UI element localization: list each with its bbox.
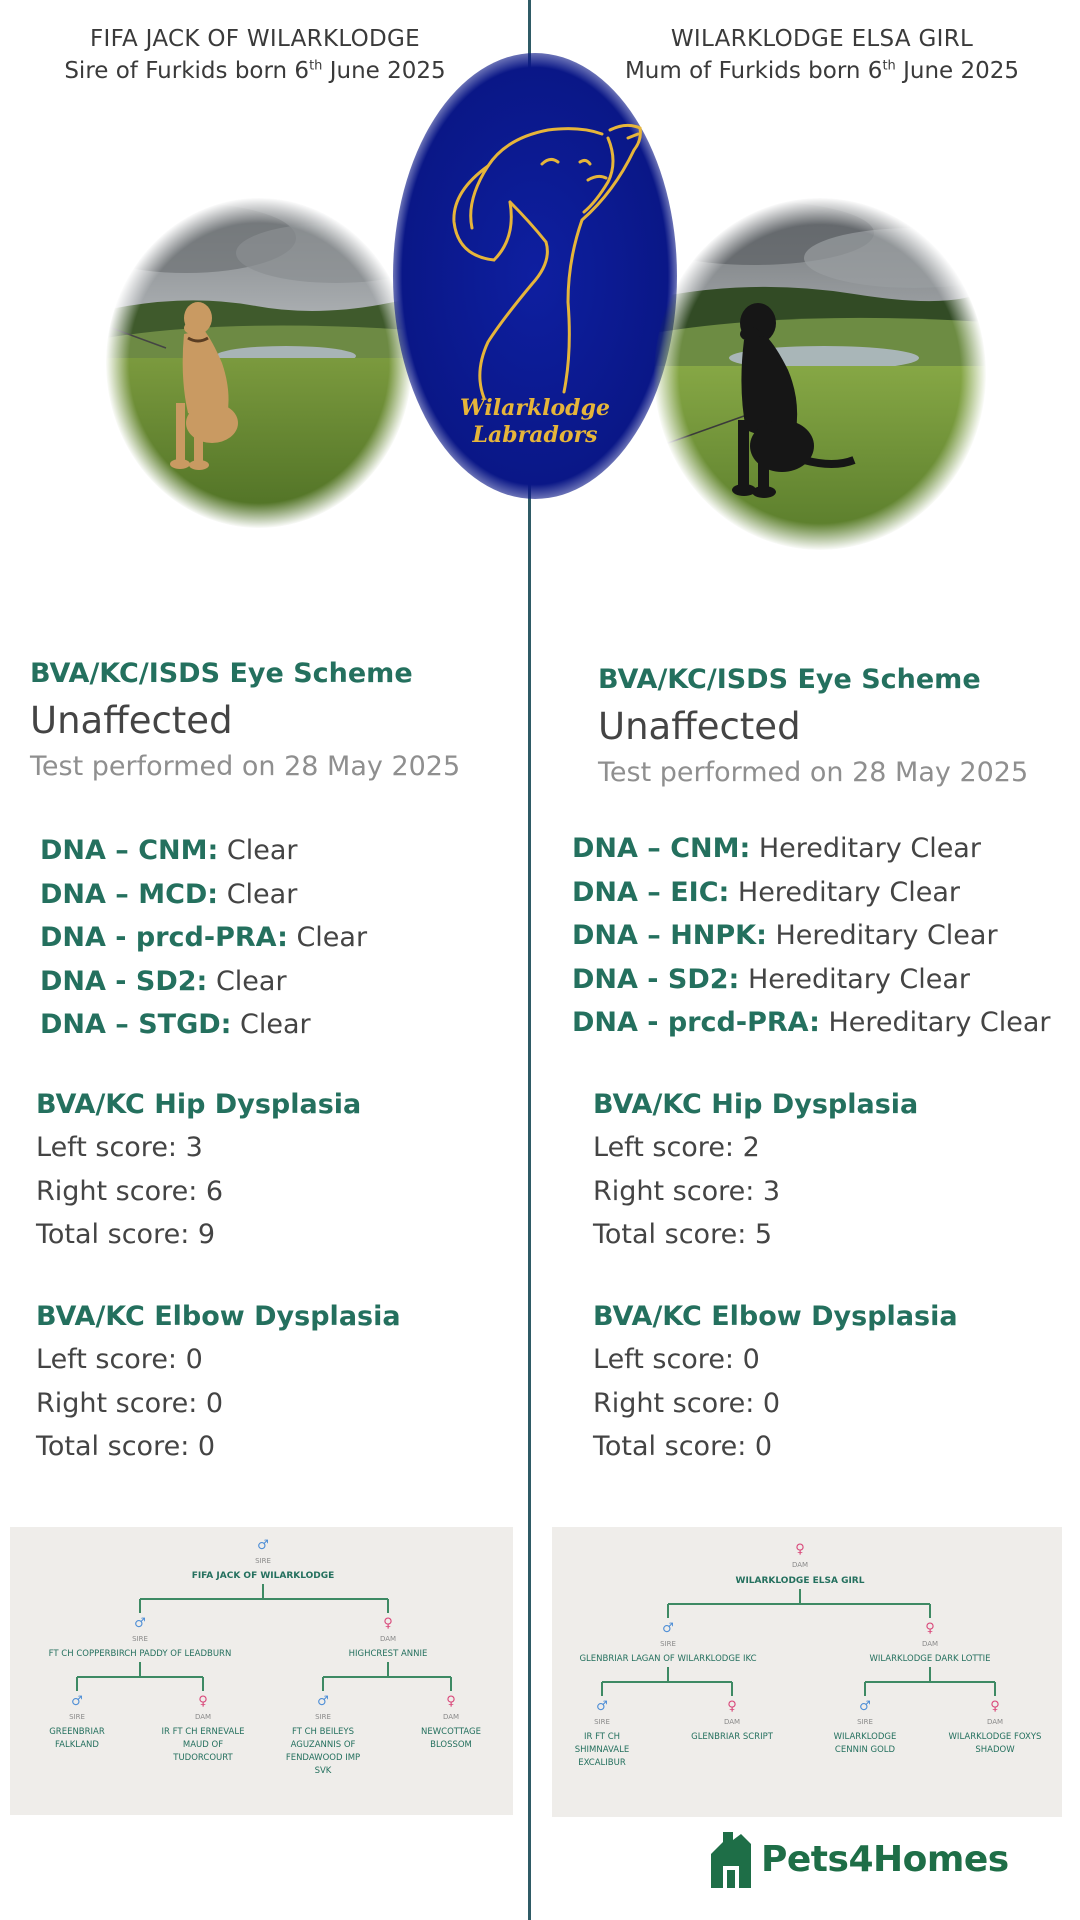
sire-elbow-block — [36, 1295, 401, 1469]
ped-label: DAM — [194, 1713, 212, 1721]
ped-grand: FALKLAND — [55, 1740, 99, 1750]
ped-grand: IR FT CH — [583, 1732, 621, 1742]
dam-eye-scheme — [598, 658, 1028, 793]
logo-line2: Labradors — [472, 422, 598, 448]
ped-label: SIRE — [857, 1718, 873, 1726]
brand-name: Pets4Homes — [761, 1838, 1009, 1880]
dam-elbow-left: Left score: 0 — [593, 1344, 760, 1375]
dam-hip-right: Right score: 3 — [593, 1175, 781, 1207]
sire-pedigree — [10, 1527, 513, 1815]
sire-dna-row: DNA - prcd-PRA: Clear — [40, 922, 368, 953]
ped-label: SIRE — [660, 1640, 676, 1648]
ped-grand: MAUD OF — [182, 1740, 224, 1750]
ped-label: DAM — [442, 1713, 460, 1721]
female-icon: ♀ — [198, 1694, 208, 1709]
dam-elbow-heading: BVA/KC Elbow Dysplasia — [593, 1301, 958, 1332]
sire-hip-right: Right score: 6 — [36, 1175, 224, 1207]
sire-eye-scheme — [30, 652, 460, 787]
ped-parent-dam: WILARKLODGE DARK LOTTIE — [869, 1654, 991, 1664]
dam-dna-list — [572, 827, 1051, 1045]
ped-grand: SVK — [314, 1766, 332, 1776]
dam-pedigree — [552, 1527, 1062, 1817]
ped-label: SIRE — [315, 1713, 331, 1721]
sire-hip-block — [36, 1083, 361, 1257]
ped-grand: GLENBRIAR SCRIPT — [691, 1732, 773, 1742]
male-icon: ♂ — [596, 1699, 608, 1714]
male-icon: ♂ — [662, 1621, 674, 1636]
sire-elbow-total: Total score: 0 — [36, 1431, 216, 1462]
dam-hip-block — [593, 1083, 918, 1257]
ped-grand: WILARKLODGE FOXYS — [948, 1732, 1042, 1742]
sire-elbow-left: Left score: 0 — [36, 1344, 203, 1375]
ped-grand: GREENBRIAR — [49, 1727, 105, 1737]
dam-name: WILARKLODGE ELSA GIRL — [670, 26, 974, 52]
ped-label: SIRE — [132, 1635, 148, 1643]
ped-grand: SHADOW — [975, 1745, 1015, 1755]
sire-dna-row: DNA – STGD: Clear — [40, 1009, 311, 1040]
dam-hip-heading: BVA/KC Hip Dysplasia — [593, 1089, 919, 1120]
dam-eye-heading: BVA/KC/ISDS Eye Scheme — [598, 664, 981, 695]
dam-hip-total: Total score: 5 — [593, 1219, 773, 1250]
ped-grand: NEWCOTTAGE — [421, 1727, 481, 1737]
ped-parent-sire: GLENBRIAR LAGAN OF WILARKLODGE IKC — [579, 1654, 757, 1664]
dam-dna-row: DNA – EIC: Hereditary Clear — [572, 876, 960, 908]
female-icon: ♀ — [795, 1542, 805, 1557]
sire-dna-row: DNA – MCD: Clear — [40, 878, 298, 910]
female-icon: ♀ — [990, 1699, 1000, 1714]
ped-grand: CENNIN GOLD — [834, 1745, 896, 1755]
sire-eye-result: Unaffected — [30, 699, 233, 742]
dam-dna-row: DNA - prcd-PRA: Hereditary Clear — [572, 1007, 1051, 1038]
ped-grand: BLOSSOM — [430, 1740, 472, 1750]
ped-grand: FENDAWOOD IMP — [285, 1753, 361, 1763]
male-icon: ♂ — [859, 1699, 871, 1714]
ped-label: SIRE — [255, 1557, 271, 1565]
male-icon: ♂ — [71, 1694, 83, 1709]
dam-elbow-block — [593, 1295, 958, 1469]
pets4homes-logo — [705, 1828, 1025, 1890]
dam-hip-left: Left score: 2 — [593, 1132, 760, 1163]
sire-elbow-right: Right score: 0 — [36, 1387, 224, 1419]
sire-subtitle: Sire of Furkids born 6th June 2025 — [64, 58, 446, 84]
ped-label: DAM — [921, 1640, 939, 1648]
dam-photo — [654, 198, 986, 550]
female-icon: ♀ — [383, 1616, 393, 1631]
ped-grand: IR FT CH ERNEVALE — [161, 1727, 245, 1737]
sire-name: FIFA JACK OF WILARKLODGE — [89, 26, 420, 52]
female-icon: ♀ — [925, 1621, 935, 1636]
dam-elbow-total: Total score: 0 — [593, 1431, 773, 1462]
ped-root: FIFA JACK OF WILARKLODGE — [191, 1571, 335, 1581]
ped-grand: EXCALIBUR — [578, 1758, 626, 1768]
dam-subtitle: Mum of Furkids born 6th June 2025 — [624, 58, 1020, 84]
male-icon: ♂ — [317, 1694, 329, 1709]
ped-parent-dam: HIGHCREST ANNIE — [348, 1649, 428, 1659]
sire-eye-heading: BVA/KC/ISDS Eye Scheme — [30, 658, 413, 689]
sire-dna-row: DNA – CNM: Clear — [40, 835, 298, 866]
male-icon: ♂ — [134, 1616, 146, 1631]
ped-label: SIRE — [594, 1718, 610, 1726]
ped-grand: SHIMNAVALE — [574, 1745, 630, 1755]
ped-grand: TUDORCOURT — [173, 1753, 233, 1763]
dam-elbow-right: Right score: 0 — [593, 1387, 781, 1419]
ped-grand: FT CH BEILEYS — [291, 1727, 355, 1737]
dam-dna-row: DNA – CNM: Hereditary Clear — [572, 833, 981, 864]
ped-label: DAM — [791, 1561, 809, 1569]
dam-dna-row: DNA - SD2: Hereditary Clear — [572, 963, 971, 995]
ped-parent-sire: FT CH COPPERBIRCH PADDY OF LEADBURN — [48, 1649, 232, 1659]
sire-hip-total: Total score: 9 — [36, 1219, 216, 1250]
female-icon: ♀ — [446, 1694, 456, 1709]
sire-dna-list — [40, 829, 367, 1047]
logo-line1: Wilarklodge — [460, 395, 610, 421]
ped-label: DAM — [723, 1718, 741, 1726]
ped-label: SIRE — [69, 1713, 85, 1721]
pets4homes-house-icon — [705, 1830, 757, 1888]
sire-hip-left: Left score: 3 — [36, 1132, 203, 1163]
ped-grand: WILARKLODGE — [833, 1732, 897, 1742]
ped-label: DAM — [379, 1635, 397, 1643]
dam-eye-result: Unaffected — [598, 705, 801, 748]
dam-dna-row: DNA – HNPK: Hereditary Clear — [572, 920, 998, 951]
sire-photo — [106, 198, 412, 528]
dam-eye-date: Test performed on 28 May 2025 — [598, 757, 1029, 788]
female-icon: ♀ — [727, 1699, 737, 1714]
sire-elbow-heading: BVA/KC Elbow Dysplasia — [36, 1301, 401, 1332]
ped-label: DAM — [986, 1718, 1004, 1726]
male-icon: ♂ — [257, 1538, 269, 1553]
ped-root: WILARKLODGE ELSA GIRL — [735, 1576, 865, 1586]
sire-dna-row: DNA - SD2: Clear — [40, 965, 287, 997]
sire-eye-date: Test performed on 28 May 2025 — [30, 751, 461, 782]
ped-grand: AGUZANNIS OF — [290, 1740, 356, 1750]
wilarklodge-labradors-logo — [392, 52, 678, 500]
sire-hip-heading: BVA/KC Hip Dysplasia — [36, 1089, 362, 1120]
